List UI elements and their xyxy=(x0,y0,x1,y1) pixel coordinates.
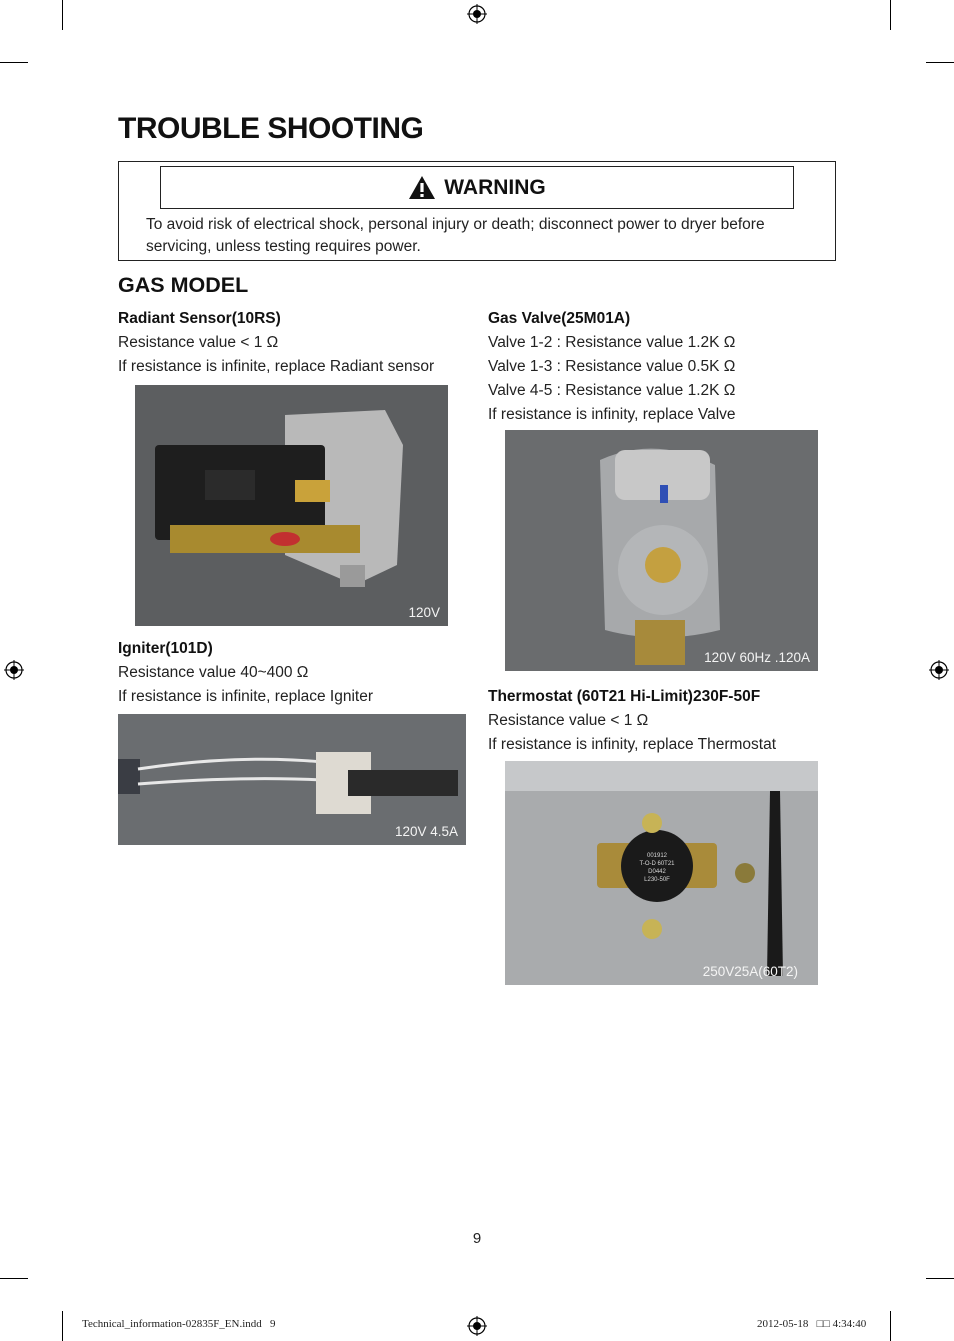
igniter-photo xyxy=(118,714,466,845)
crop-mark xyxy=(0,62,28,63)
section-title: GAS MODEL xyxy=(118,273,249,297)
igniter-line: Resistance value 40~400 Ω xyxy=(118,664,309,681)
radiant-sensor-photo xyxy=(135,385,448,626)
warning-header xyxy=(160,166,794,209)
thermostat-marking: 001912 xyxy=(646,853,668,859)
thermostat-marking: L230-50F xyxy=(644,877,670,883)
registration-mark-icon xyxy=(467,4,487,24)
thermostat-title: Thermostat (60T21 Hi-Limit)230F-50F xyxy=(488,688,761,705)
gas-valve-line: Valve 1-3 : Resistance value 0.5K Ω xyxy=(488,358,736,375)
crop-mark xyxy=(926,62,954,63)
footer-timestamp: 2012-05-18 □□ 4:34:40 xyxy=(757,1318,867,1330)
gas-valve-title: Gas Valve(25M01A) xyxy=(488,310,631,327)
gas-valve-line: Valve 4-5 : Resistance value 1.2K Ω xyxy=(488,382,736,399)
radiant-sensor-title: Radiant Sensor(10RS) xyxy=(118,310,281,327)
gas-valve-block xyxy=(488,307,848,427)
thermostat-photo-label: 250V25A(60T2) xyxy=(702,964,798,979)
thermostat-line: If resistance is infinity, replace Thermostat xyxy=(488,736,777,753)
crop-mark xyxy=(0,1278,28,1279)
igniter-line: If resistance is infinite, replace Igniter xyxy=(118,688,374,705)
thermostat-line: Resistance value < 1 Ω xyxy=(488,712,649,729)
thermostat-marking: T-O-D 60T21 xyxy=(639,861,675,867)
thermostat-photo xyxy=(505,761,818,985)
footer-filename: Technical_information-02835F_EN.indd 9 xyxy=(82,1318,276,1330)
crop-mark xyxy=(890,1311,891,1341)
radiant-sensor-line: Resistance value < 1 Ω xyxy=(118,334,279,351)
crop-mark xyxy=(926,1278,954,1279)
page-number: 9 xyxy=(472,1230,482,1247)
thermostat-marking: D0442 xyxy=(648,869,666,875)
thermostat-block xyxy=(488,685,848,757)
crop-mark xyxy=(62,0,63,30)
gas-valve-photo xyxy=(505,430,818,671)
igniter-photo-label: 120V 4.5A xyxy=(394,824,458,839)
radiant-sensor-block xyxy=(118,307,468,379)
warning-triangle-icon xyxy=(408,175,436,200)
page-title: TROUBLE SHOOTING xyxy=(118,112,424,145)
radiant-sensor-photo-label: 120V xyxy=(408,605,440,620)
gas-valve-photo-label: 120V 60Hz .120A xyxy=(704,650,810,665)
gas-valve-line: Valve 1-2 : Resistance value 1.2K Ω xyxy=(488,334,736,351)
radiant-sensor-line: If resistance is infinite, replace Radiant sensor xyxy=(118,358,435,375)
crop-mark xyxy=(62,1311,63,1341)
warning-text: To avoid risk of electrical shock, personal injury or death; disconnect power to dryer before servicing, unless testing requires power. xyxy=(146,216,765,255)
registration-mark-icon xyxy=(4,660,24,680)
gas-valve-line: If resistance is infinity, replace Valve xyxy=(488,406,736,423)
igniter-title: Igniter(101D) xyxy=(118,640,213,657)
registration-mark-icon xyxy=(929,660,949,680)
crop-mark xyxy=(890,0,891,30)
registration-mark-icon xyxy=(467,1316,487,1336)
igniter-block xyxy=(118,637,468,709)
warning-title: WARNING xyxy=(444,175,546,199)
